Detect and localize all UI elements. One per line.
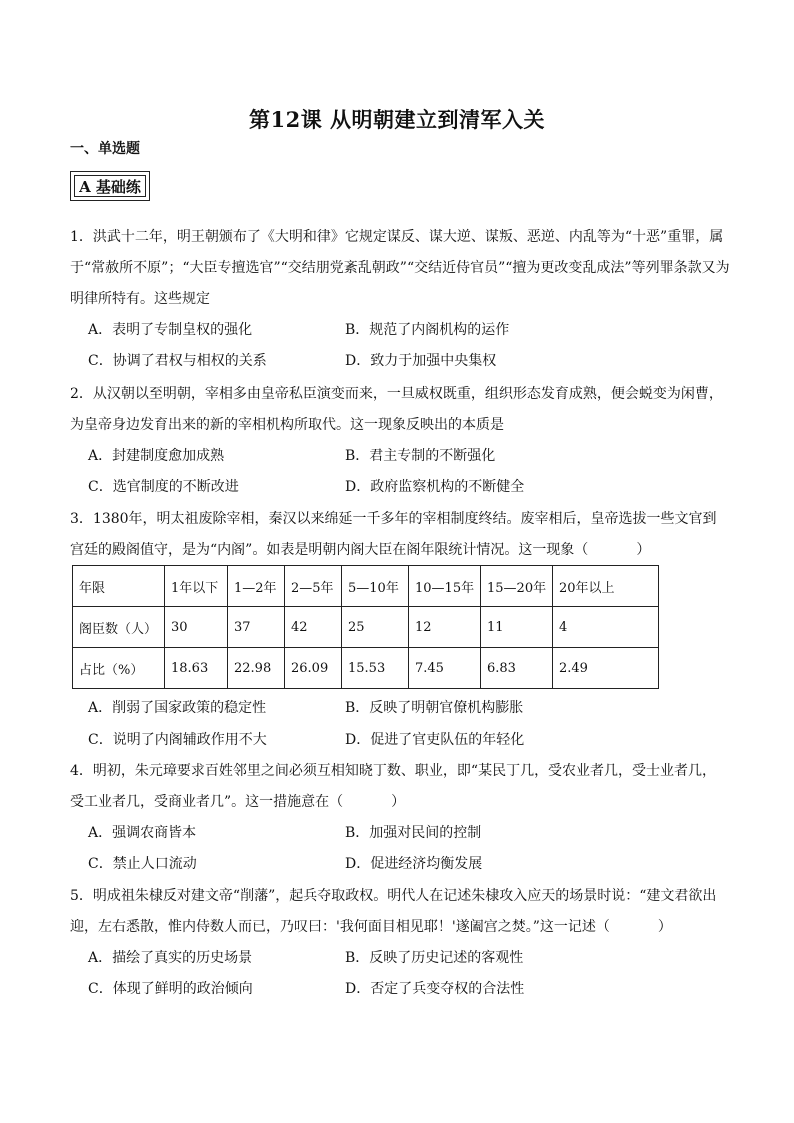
table-header-cell: 15—20年 (481, 566, 553, 607)
question-4-option-c[interactable]: C．禁止人口流动 (88, 856, 197, 872)
question-5-stem-text: 5．明成祖朱棣反对建文帝“削藩”，起兵夺取政权。明代人在记述朱棣攻入应天的场景时说：“建文君欲出迎，左右悉散，惟内侍数人而已，乃叹曰：'我何面目相见耶！'遂阖宫之焚。”这一记述（ (70, 888, 717, 935)
question-4-option-b[interactable]: B．加强对民间的控制 (345, 825, 482, 841)
level-badge (70, 171, 150, 201)
question-3-stem (70, 504, 730, 566)
question-5-option-c[interactable]: C．体现了鲜明的政治倾向 (88, 981, 253, 997)
table-cell: 30 (165, 607, 228, 648)
question-4-option-a[interactable]: A．强调农商皆本 (88, 825, 197, 841)
question-3-option-d[interactable]: D．促进了官吏队伍的年轻化 (345, 732, 525, 748)
question-5-stem (70, 881, 730, 943)
cabinet-tenure-table (72, 565, 659, 689)
table-cell: 2.49 (553, 648, 659, 689)
question-1-option-a[interactable]: A．表明了专制皇权的强化 (88, 322, 253, 338)
question-4-stem-end: ） (391, 794, 406, 810)
question-2-stem: 2．从汉朝以至明朝，宰相多由皇帝私臣演变而来，一旦威权既重，组织形态发育成熟，便会蜕变为闲曹，为皇帝身边发育出来的新的宰相机构所取代。这一现象反映出的本质是 (70, 386, 723, 433)
question-5-option-b[interactable]: B．反映了历史记述的客观性 (345, 950, 524, 966)
question-1-option-d[interactable]: D．致力于加强中央集权 (345, 353, 497, 369)
question-5-option-d[interactable]: D．否定了兵变夺权的合法性 (345, 981, 525, 997)
question-3-option-b[interactable]: B．反映了明朝官僚机构膨胀 (345, 700, 524, 716)
table-header-cell: 2—5年 (285, 566, 342, 607)
table-cell: 37 (228, 607, 285, 648)
question-1-option-b[interactable]: B．规范了内阁机构的运作 (345, 322, 510, 338)
table-cell: 15.53 (342, 648, 409, 689)
table-header-cell: 1年以下 (165, 566, 228, 607)
table-header-cell: 5—10年 (342, 566, 409, 607)
question-3-option-a[interactable]: A．削弱了国家政策的稳定性 (88, 700, 267, 716)
question-3-stem-text: 3．1380年，明太祖废除宰相，秦汉以来绵延一千多年的宰相制度终结。废宰相后，皇帝选拔一些文官到宫廷的殿阁值守，是为“内阁”。如表是明朝内阁大臣在阁年限统计情况。这一现象（ (70, 511, 717, 558)
question-4-stem (70, 756, 730, 818)
table-cell: 占比（%） (73, 648, 165, 689)
question-5-stem-end: ） (657, 919, 672, 935)
table-cell: 阁臣数（人） (73, 607, 165, 648)
table-cell: 22.98 (228, 648, 285, 689)
question-2-option-c[interactable]: C．选官制度的不断改进 (88, 479, 239, 495)
table-row (73, 607, 659, 648)
table-header-row (73, 566, 659, 607)
table-header-cell: 1—2年 (228, 566, 285, 607)
table-cell: 4 (553, 607, 659, 648)
table-cell: 7.45 (409, 648, 481, 689)
table-cell: 6.83 (481, 648, 553, 689)
question-4-option-d[interactable]: D．促进经济均衡发展 (345, 856, 483, 872)
question-3-option-c[interactable]: C．说明了内阁辅政作用不大 (88, 732, 267, 748)
table-cell: 18.63 (165, 648, 228, 689)
table-header-cell: 10—15年 (409, 566, 481, 607)
question-5-option-a[interactable]: A．描绘了真实的历史场景 (88, 950, 253, 966)
table-cell: 26.09 (285, 648, 342, 689)
table-row (73, 648, 659, 689)
question-1-option-c[interactable]: C．协调了君权与相权的关系 (88, 353, 267, 369)
table-header-cell: 20年以上 (553, 566, 659, 607)
badge-label: A 基础练 (79, 177, 141, 196)
question-2-option-b[interactable]: B．君主专制的不断强化 (345, 448, 496, 464)
question-1-stem: 1．洪武十二年，明王朝颁布了《大明和律》它规定谋反、谋大逆、谋叛、恶逆、内乱等为“十恶”重罪，属于“常赦所不原”；“大臣专擅选官”“交结朋党紊乱朝政”“交结近侍官员”“擅为更改变乱成法”等列罪条款又为明律所特有。这些规定 (70, 229, 730, 307)
question-2-option-d[interactable]: D．政府监察机构的不断健全 (345, 479, 525, 495)
section-heading: 一、单选题 (70, 141, 140, 157)
question-2-option-a[interactable]: A．封建制度愈加成熟 (88, 448, 225, 464)
page-title: 第12课 从明朝建立到清军入关 (248, 107, 546, 132)
table-cell: 11 (481, 607, 553, 648)
table-cell: 42 (285, 607, 342, 648)
table-cell: 12 (409, 607, 481, 648)
question-4-stem-text: 4．明初，朱元璋要求百姓邻里之间必须互相知晓丁数、职业，即“某民丁几，受农业者几，受士业者几，受工业者几，受商业者几”。这一措施意在（ (70, 763, 717, 810)
table-header-cell: 年限 (73, 566, 165, 607)
table-cell: 25 (342, 607, 409, 648)
question-3-stem-end: ） (636, 542, 651, 558)
